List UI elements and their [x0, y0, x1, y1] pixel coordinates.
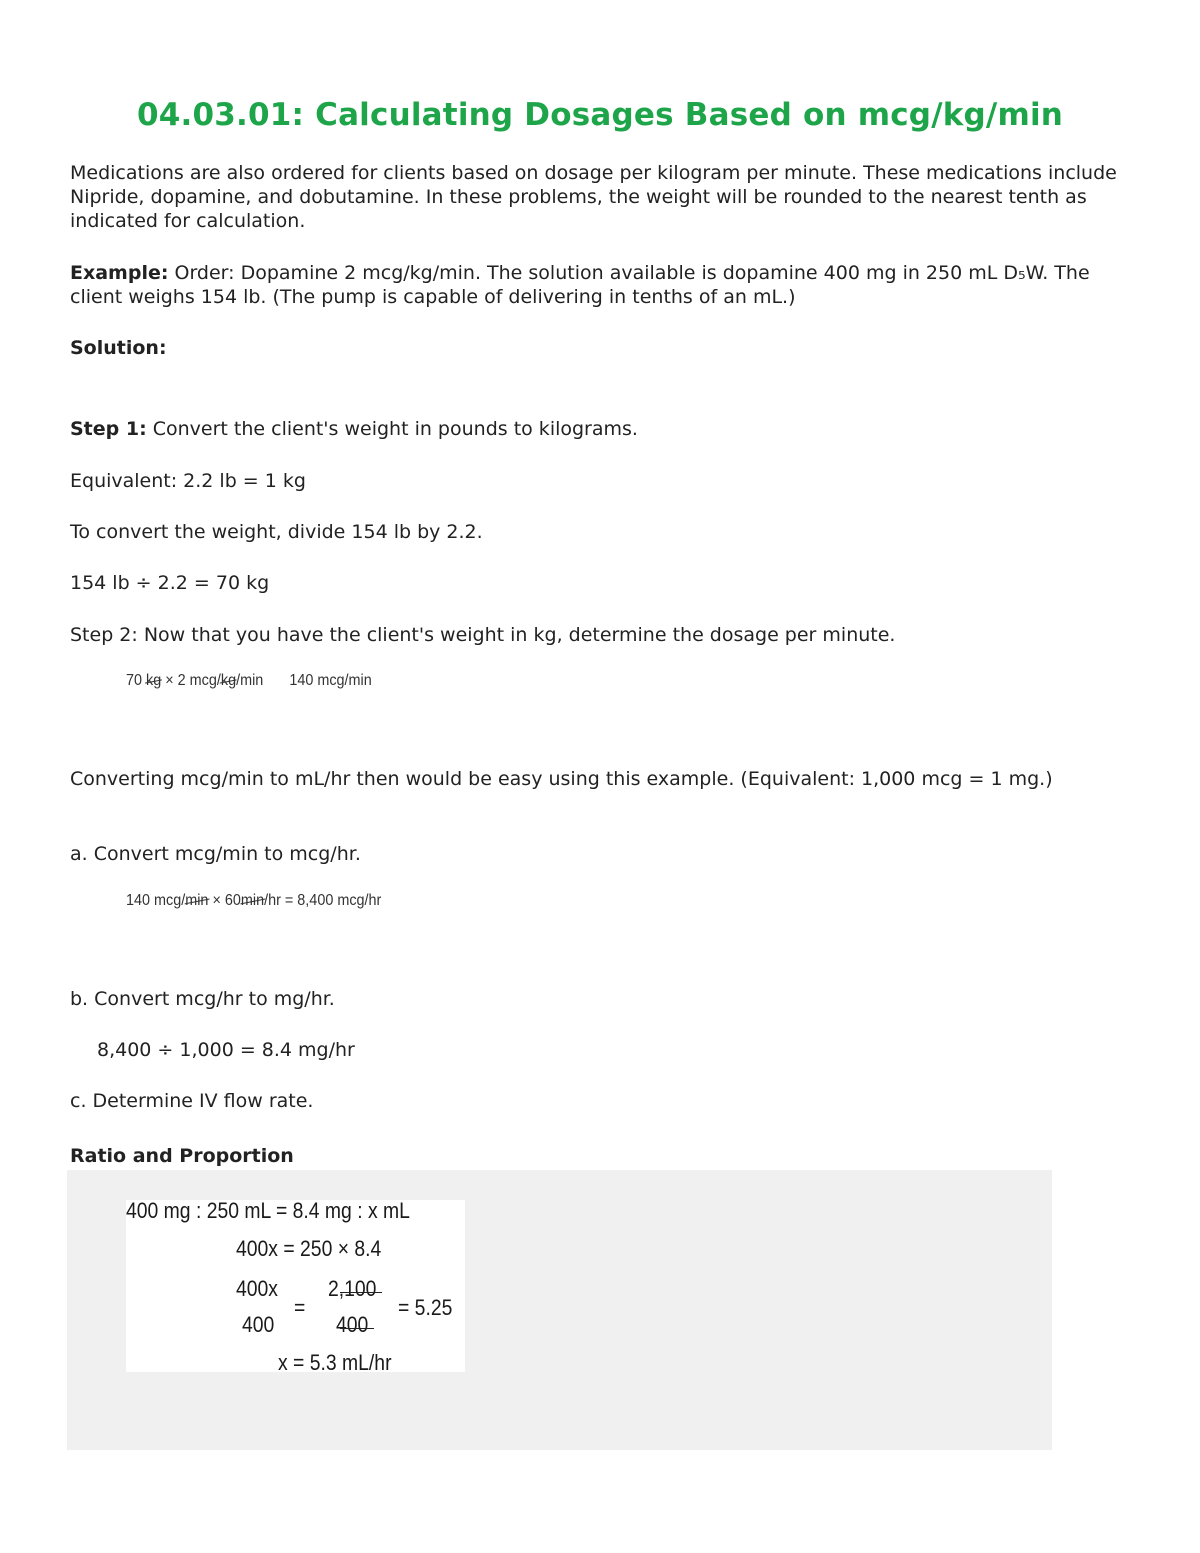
strike-mark-2 [340, 1328, 374, 1329]
eq1-result: 140 mcg/min [289, 672, 372, 689]
convert-text: To convert the weight, divide 154 lb by 2.2. [70, 521, 483, 543]
ratio-heading: Ratio and Proportion [70, 1145, 294, 1167]
strike-mark-1 [340, 1292, 382, 1293]
eq2-cancelled-min: min [185, 892, 209, 909]
eq2-part-a: 140 mcg/ [126, 892, 186, 909]
eq1-part-b: × 2 mcg/ [165, 672, 221, 689]
fraction-right-denominator: 400 [336, 1312, 369, 1337]
converting-text: Converting mcg/min to mL/hr then would be easy using this example. (Equivalent: 1,000 mcg = 1 mg.) [70, 768, 1053, 790]
fraction-left-denominator: 400 [242, 1312, 275, 1337]
eq2-part-c: /hr = 8,400 mcg/hr [264, 892, 382, 909]
equation-dosage-per-minute [126, 672, 372, 690]
solution-label: Solution: [70, 337, 167, 359]
ratio-line-1: 400 mg : 250 mL = 8.4 mg : x mL [126, 1198, 410, 1223]
fraction-left-numerator: 400x [236, 1276, 278, 1301]
eq1-cancelled-kg-2: kg [220, 672, 237, 689]
ratio-final-line: x = 5.3 mL/hr [278, 1350, 392, 1375]
step1-text: Convert the client's weight in pounds to kilograms. [152, 418, 638, 440]
fraction-right-numerator: 2,100 [328, 1276, 377, 1301]
eq1-part-c: /min [236, 672, 264, 689]
equation-mcg-per-hour [126, 892, 381, 910]
step2-text: Step 2: Now that you have the client's weight in kg, determine the dosage per minute. [70, 624, 896, 646]
step-a-text: a. Convert mcg/min to mcg/hr. [70, 843, 361, 865]
ratio-line-2: 400x = 250 × 8.4 [236, 1236, 382, 1261]
fraction-result: = 5.25 [398, 1295, 453, 1320]
intro-paragraph: Medications are also ordered for clients based on dosage per kilogram per minute. These medications include Nipride, dopamine, and dobutamine. In these problems, the weight will be rounded to the nearest tenth as indicated for calculation. [70, 162, 1117, 232]
ratio-proportion-image [126, 1198, 465, 1375]
step-c-text: c. Determine IV flow rate. [70, 1090, 314, 1112]
example-paragraph [70, 261, 1140, 309]
example-label: Example: [70, 262, 169, 284]
equivalent-text: Equivalent: 2.2 lb = 1 kg [70, 470, 306, 492]
eq2-cancelled-min-2: min [240, 892, 265, 909]
step1-label: Step 1: [70, 418, 147, 440]
page-title: 04.03.01: Calculating Dosages Based on mcg/kg/min [136, 97, 1064, 133]
convert-calc: 154 lb ÷ 2.2 = 70 kg [70, 572, 270, 594]
eq2-part-b: × 60 [212, 892, 241, 909]
eq1-part-a: 70 [126, 672, 143, 689]
fraction-equals: = [294, 1295, 306, 1320]
eq1-cancelled-kg: kg [146, 672, 162, 689]
example-text: Order: Dopamine 2 mcg/kg/min. The solution available is dopamine 400 mg in 250 mL D₅W. The client weighs 154 lb. (The pump is capable of delivering in tenths of an mL.) [70, 262, 1090, 308]
step1-paragraph [70, 417, 1140, 441]
calc-b-text: 8,400 ÷ 1,000 = 8.4 mg/hr [97, 1039, 355, 1061]
step-b-text: b. Convert mcg/hr to mg/hr. [70, 988, 335, 1010]
